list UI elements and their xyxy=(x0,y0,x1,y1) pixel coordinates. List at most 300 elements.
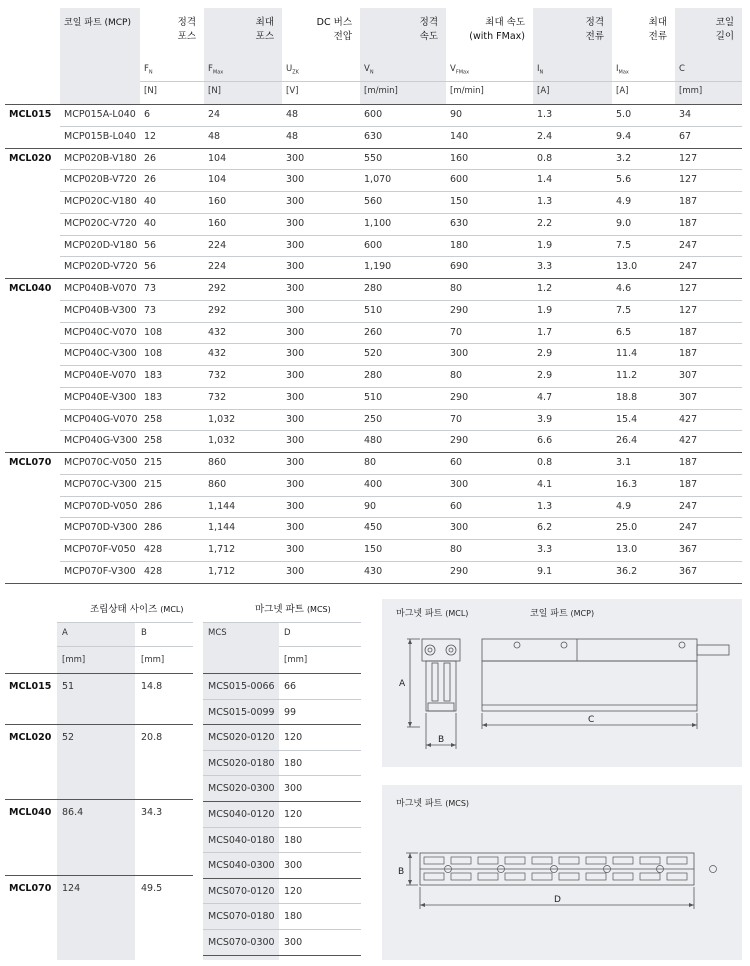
value-b: 20.8 xyxy=(141,732,163,743)
table-cell: 224 xyxy=(208,261,227,273)
column-unit: [N] xyxy=(144,86,157,96)
table-cell: MCP040G-V070 xyxy=(64,413,138,425)
symbol-letter: F xyxy=(144,64,149,74)
table-cell: 300 xyxy=(286,261,305,273)
table-cell: 307 xyxy=(679,391,698,403)
table-cell: 290 xyxy=(450,565,469,577)
divider xyxy=(60,256,742,257)
table-cell: 187 xyxy=(679,326,698,338)
table-cell: 90 xyxy=(364,500,377,512)
table-cell: 215 xyxy=(144,457,163,468)
divider xyxy=(203,827,361,828)
table-cell: MCP070D-V050 xyxy=(64,500,138,512)
table-cell: 286 xyxy=(144,500,163,512)
table-cell: 183 xyxy=(144,370,163,381)
symbol-subscript: Max xyxy=(618,69,629,76)
column-header: 최대 포스 xyxy=(255,17,274,42)
divider xyxy=(5,724,193,725)
assembly-drawing xyxy=(382,599,742,767)
table-cell: 307 xyxy=(679,370,698,381)
magnet-slot xyxy=(640,873,660,880)
table-cell: 140 xyxy=(450,130,469,142)
table-cell: 48 xyxy=(286,109,299,120)
divider xyxy=(203,878,361,879)
table-cell: 150 xyxy=(450,196,469,207)
divider xyxy=(203,699,361,700)
table-cell: 36.2 xyxy=(616,565,638,577)
table-cell: 432 xyxy=(208,326,227,338)
table-cell: 26 xyxy=(144,174,157,186)
value-b: 34.3 xyxy=(141,807,163,818)
table-cell: 3.1 xyxy=(616,457,632,468)
divider xyxy=(60,365,742,366)
column-symbol xyxy=(208,64,223,76)
table-cell: 300 xyxy=(286,565,305,577)
table-cell: 187 xyxy=(679,217,698,229)
table-cell: 427 xyxy=(679,413,698,425)
table-cell: 600 xyxy=(364,239,383,251)
symbol-subscript: Max xyxy=(212,69,224,76)
table-cell: 292 xyxy=(208,304,227,316)
table-cell: 80 xyxy=(364,457,377,468)
table-cell: MCP020C-V180 xyxy=(64,196,137,207)
table-cell: 860 xyxy=(208,457,227,468)
column-header: 정격 포스 xyxy=(177,17,196,42)
table-cell: 300 xyxy=(286,435,305,447)
coil-part-header: 코일 파트 (MCP) xyxy=(64,18,131,28)
group-label: MCL070 xyxy=(9,883,52,894)
table-cell: 367 xyxy=(679,544,698,555)
magnet-model: MCS015-0066 xyxy=(208,681,275,692)
table-cell: 1.9 xyxy=(537,239,553,251)
divider xyxy=(60,496,742,497)
magnet-length: 180 xyxy=(284,834,303,846)
table-cell: 73 xyxy=(144,304,157,316)
column-unit: [mm] xyxy=(679,86,703,96)
table-cell: 290 xyxy=(450,304,469,316)
magnet-slot xyxy=(667,857,687,864)
magnet-slot xyxy=(505,873,525,880)
table-cell: 16.3 xyxy=(616,478,638,490)
value-b: 49.5 xyxy=(141,883,163,894)
magnet-slot xyxy=(613,857,633,864)
table-cell: 2.9 xyxy=(537,348,553,360)
table-cell: 48 xyxy=(286,130,299,142)
divider xyxy=(203,622,361,623)
table-cell: 732 xyxy=(208,370,227,381)
divider xyxy=(203,955,361,956)
table-cell: 187 xyxy=(679,457,698,468)
table-cell: 1,712 xyxy=(208,565,236,577)
magnet-slot xyxy=(424,857,444,864)
magnet-slot xyxy=(478,873,498,880)
column-unit: [V] xyxy=(286,86,299,96)
table-cell: 1,070 xyxy=(364,174,392,186)
table-cell: 510 xyxy=(364,391,383,403)
table-cell: MCP070D-V300 xyxy=(64,522,138,534)
magnet-title-suffix: (MCS) xyxy=(306,605,331,614)
magnet-slot xyxy=(586,873,606,880)
divider xyxy=(60,517,742,518)
table-cell: 1.4 xyxy=(537,174,553,186)
symbol-subscript: N xyxy=(148,69,153,76)
magnet-slot xyxy=(424,873,444,880)
table-cell: 690 xyxy=(450,261,469,273)
magnet-mcs-label: 마그넷 파트 xyxy=(396,799,443,809)
table-cell: 247 xyxy=(679,239,698,251)
divider xyxy=(57,646,193,647)
table-cell: 300 xyxy=(286,391,305,403)
table-cell: 224 xyxy=(208,239,227,251)
table-cell: 9.0 xyxy=(616,217,632,229)
symbol-letter: F xyxy=(208,64,213,74)
column-symbol xyxy=(450,64,469,76)
table-cell: 187 xyxy=(679,478,698,490)
table-cell: 1.7 xyxy=(537,326,553,338)
table-cell: 6.5 xyxy=(616,326,632,338)
table-cell: 11.2 xyxy=(616,370,638,381)
table-cell: 6.2 xyxy=(537,522,553,534)
table-cell: 430 xyxy=(364,565,383,577)
symbol-subscript: ZK xyxy=(292,69,299,76)
magnet-slot xyxy=(532,873,552,880)
table-cell: 427 xyxy=(679,435,698,447)
magnet-length: 300 xyxy=(284,937,303,948)
table-cell: 2.9 xyxy=(537,370,553,381)
group-label: MCL015 xyxy=(9,681,52,692)
divider xyxy=(60,343,742,344)
symbol-subscript: N xyxy=(539,69,544,76)
divider xyxy=(60,561,742,562)
column-unit: [A] xyxy=(616,86,629,96)
symbol-letter: C xyxy=(679,64,685,74)
divider xyxy=(60,300,742,301)
symbol-letter: V xyxy=(364,64,370,74)
table-cell: 150 xyxy=(364,544,383,555)
magnet-length: 99 xyxy=(284,706,297,718)
table-cell: 26 xyxy=(144,152,157,164)
magnet-slot xyxy=(559,857,579,864)
group-label: MCL070 xyxy=(9,457,52,468)
table-cell: 300 xyxy=(286,174,305,186)
table-cell: 4.9 xyxy=(616,196,632,207)
table-cell: 300 xyxy=(286,478,305,490)
table-cell: 2.4 xyxy=(537,130,553,142)
table-cell: 247 xyxy=(679,500,698,512)
table-cell: 300 xyxy=(286,457,305,468)
divider xyxy=(5,452,742,453)
table-cell: 48 xyxy=(208,130,221,142)
table-cell: 300 xyxy=(286,217,305,229)
magnet-part-suffix: (MCL) xyxy=(445,609,469,618)
table-cell: 600 xyxy=(450,174,469,186)
table-cell: 510 xyxy=(364,304,383,316)
group-label: MCL020 xyxy=(9,152,52,164)
magnet-model: MCS020-0180 xyxy=(208,757,275,769)
column-symbol xyxy=(537,64,543,76)
magnet-slot xyxy=(478,857,498,864)
divider xyxy=(5,673,193,674)
table-cell: 367 xyxy=(679,565,698,577)
table-cell: MCP020B-V720 xyxy=(64,174,137,186)
divider xyxy=(279,646,361,647)
divider xyxy=(60,126,742,127)
table-cell: 0.8 xyxy=(537,152,553,164)
table-cell: MCP040G-V300 xyxy=(64,435,138,447)
table-cell: 300 xyxy=(286,348,305,360)
table-cell: 104 xyxy=(208,152,227,164)
table-cell: 5.0 xyxy=(616,109,632,120)
table-cell: 3.2 xyxy=(616,152,632,164)
table-cell: 300 xyxy=(286,283,305,294)
unit-a: [mm] xyxy=(62,655,86,665)
col-b-header: B xyxy=(141,628,147,638)
magnet-length: 180 xyxy=(284,757,303,769)
table-cell: 160 xyxy=(208,196,227,207)
group-label: MCL015 xyxy=(9,109,52,120)
table-cell: 18.8 xyxy=(616,391,638,403)
table-cell: 4.7 xyxy=(537,391,553,403)
assembly-title xyxy=(90,603,183,617)
table-cell: 300 xyxy=(286,500,305,512)
table-cell: 520 xyxy=(364,348,383,360)
column-header: 코일 길이 xyxy=(715,17,734,42)
table-cell: 432 xyxy=(208,348,227,360)
assembly-diagram-panel xyxy=(382,599,742,767)
table-cell: 15.4 xyxy=(616,413,638,425)
magnet-slot xyxy=(451,857,471,864)
divider xyxy=(203,775,361,776)
dim-c-label: C xyxy=(588,715,595,725)
value-a: 52 xyxy=(62,732,75,743)
group-label: MCL020 xyxy=(9,732,52,743)
magnet-slot xyxy=(586,857,606,864)
dim-b-mcs-label: B xyxy=(398,867,405,877)
table-cell: 1,032 xyxy=(208,435,236,447)
table-cell: 630 xyxy=(450,217,469,229)
table-cell: 600 xyxy=(364,109,383,120)
table-cell: 90 xyxy=(450,109,463,120)
table-cell: 7.5 xyxy=(616,304,632,316)
table-cell: 67 xyxy=(679,130,692,142)
table-cell: 180 xyxy=(450,239,469,251)
table-cell: MCP070C-V050 xyxy=(64,457,137,468)
table-cell: 428 xyxy=(144,544,163,555)
table-cell: 1.3 xyxy=(537,500,553,512)
table-cell: 73 xyxy=(144,283,157,294)
table-cell: 34 xyxy=(679,109,692,120)
table-cell: 11.4 xyxy=(616,348,638,360)
table-cell: 280 xyxy=(364,283,383,294)
table-cell: 300 xyxy=(286,326,305,338)
coil-part-suffix: (MCP) xyxy=(570,609,595,618)
group-label: MCL040 xyxy=(9,283,52,294)
table-cell: 9.1 xyxy=(537,565,553,577)
table-cell: 250 xyxy=(364,413,383,425)
magnet-title xyxy=(255,603,331,617)
table-cell: MCP020D-V180 xyxy=(64,239,138,251)
magnet-title-text: 마그넷 파트 xyxy=(255,604,304,615)
table-cell: 290 xyxy=(450,391,469,403)
table-cell: MCP020D-V720 xyxy=(64,261,138,273)
unit-d: [mm] xyxy=(284,655,308,665)
magnet-model: MCS040-0180 xyxy=(208,834,275,846)
table-cell: 183 xyxy=(144,391,163,403)
magnet-slot xyxy=(451,873,471,880)
column-unit: [m/min] xyxy=(364,86,398,96)
column-unit: [N] xyxy=(208,86,221,96)
divider xyxy=(203,673,361,674)
table-cell: 215 xyxy=(144,478,163,490)
table-cell: 292 xyxy=(208,283,227,294)
table-cell: 0.8 xyxy=(537,457,553,468)
column-header: 최대 속도 (with FMax) xyxy=(469,17,525,42)
table-cell: 300 xyxy=(286,370,305,381)
table-cell: 300 xyxy=(286,239,305,251)
column-symbol xyxy=(364,64,374,76)
table-cell: 4.1 xyxy=(537,478,553,490)
magnet-model: MCS070-0180 xyxy=(208,911,275,923)
table-cell: 1.9 xyxy=(537,304,553,316)
value-b: 14.8 xyxy=(141,681,163,692)
table-cell: 258 xyxy=(144,435,163,447)
table-cell: 247 xyxy=(679,522,698,534)
divider xyxy=(203,750,361,751)
divider xyxy=(203,724,361,725)
divider xyxy=(5,148,742,149)
table-cell: MCP070F-V050 xyxy=(64,544,136,555)
table-cell: 1,100 xyxy=(364,217,392,229)
table-cell: 1,144 xyxy=(208,522,236,534)
table-cell: 24 xyxy=(208,109,221,120)
magnet-model: MCS015-0099 xyxy=(208,706,275,718)
table-cell: 7.5 xyxy=(616,239,632,251)
column-header: 정격 전류 xyxy=(585,17,604,42)
table-cell: MCP040C-V070 xyxy=(64,326,137,338)
table-cell: 3.9 xyxy=(537,413,553,425)
table-cell: 560 xyxy=(364,196,383,207)
value-a: 86.4 xyxy=(62,807,84,818)
magnet-length: 120 xyxy=(284,809,303,820)
table-cell: 40 xyxy=(144,217,157,229)
magnet-model: MCS070-0120 xyxy=(208,885,275,897)
col-mcs-header: MCS xyxy=(208,628,227,638)
table-cell: 187 xyxy=(679,196,698,207)
divider xyxy=(60,322,742,323)
table-cell: 290 xyxy=(450,435,469,447)
divider xyxy=(140,81,742,82)
table-cell: 860 xyxy=(208,478,227,490)
magnet-model: MCS040-0120 xyxy=(208,809,275,820)
table-cell: 12 xyxy=(144,130,157,142)
divider xyxy=(60,539,742,540)
table-cell: 56 xyxy=(144,261,157,273)
divider xyxy=(5,104,742,105)
table-cell: 1,712 xyxy=(208,544,236,555)
magnet-diagram-panel xyxy=(382,785,742,960)
magnet-slot xyxy=(505,857,525,864)
divider xyxy=(203,801,361,802)
table-cell: 187 xyxy=(679,348,698,360)
symbol-letter: I xyxy=(616,64,619,74)
assembly-title-suffix: (MCL) xyxy=(160,605,184,614)
table-cell: MCP040C-V300 xyxy=(64,348,137,360)
table-cell: 13.0 xyxy=(616,261,638,273)
col-d-header: D xyxy=(284,628,291,638)
table-cell: 127 xyxy=(679,152,698,164)
table-cell: 300 xyxy=(286,304,305,316)
table-cell: 70 xyxy=(450,413,463,425)
divider xyxy=(60,409,742,410)
mount-hole xyxy=(710,866,717,873)
magnet-model: MCS020-0300 xyxy=(208,783,275,795)
table-cell: MCP040E-V300 xyxy=(64,391,137,403)
table-cell: 450 xyxy=(364,522,383,534)
divider xyxy=(60,387,742,388)
table-cell: 1.3 xyxy=(537,196,553,207)
magnet-slot xyxy=(667,873,687,880)
divider xyxy=(5,799,193,800)
table-cell: 280 xyxy=(364,370,383,381)
divider xyxy=(60,474,742,475)
table-cell: 108 xyxy=(144,326,163,338)
table-cell: 127 xyxy=(679,283,698,294)
divider xyxy=(203,903,361,904)
table-cell: 6.6 xyxy=(537,435,553,447)
table-cell: 260 xyxy=(364,326,383,338)
table-cell: 1.2 xyxy=(537,283,553,294)
table-cell: 60 xyxy=(450,457,463,468)
table-cell: MCP070C-V300 xyxy=(64,478,137,490)
table-cell: 26.4 xyxy=(616,435,638,447)
table-cell: 80 xyxy=(450,283,463,294)
table-cell: 40 xyxy=(144,196,157,207)
column-symbol xyxy=(144,64,153,76)
divider xyxy=(203,929,361,930)
dim-b-label: B xyxy=(438,735,445,745)
table-cell: 160 xyxy=(208,217,227,229)
table-cell: 5.6 xyxy=(616,174,632,186)
magnet-part-label: 마그넷 파트 xyxy=(396,609,443,619)
table-cell: 258 xyxy=(144,413,163,425)
magnet-slot xyxy=(640,857,660,864)
table-cell: 1,190 xyxy=(364,261,392,273)
assembly-title-text: 조립상태 사이즈 xyxy=(90,604,158,615)
table-cell: 104 xyxy=(208,174,227,186)
symbol-letter: U xyxy=(286,64,293,74)
divider xyxy=(60,213,742,214)
table-cell: MCP015A-L040 xyxy=(64,109,136,120)
group-label: MCL040 xyxy=(9,807,52,818)
magnet-length: 300 xyxy=(284,860,303,872)
column-unit: [m/min] xyxy=(450,86,484,96)
table-cell: 300 xyxy=(286,152,305,164)
table-cell: 13.0 xyxy=(616,544,638,555)
magnet-model: MCS070-0300 xyxy=(208,937,275,948)
value-a: 124 xyxy=(62,883,81,894)
magnet-drawing xyxy=(382,785,742,960)
table-cell: 247 xyxy=(679,261,698,273)
column-symbol xyxy=(679,64,685,76)
table-cell: 428 xyxy=(144,565,163,577)
unit-b: [mm] xyxy=(141,655,165,665)
table-cell: 300 xyxy=(450,522,469,534)
divider xyxy=(60,169,742,170)
symbol-subscript: FMax xyxy=(455,69,470,76)
table-cell: 1,032 xyxy=(208,413,236,425)
table-cell: MCP040E-V070 xyxy=(64,370,137,381)
symbol-subscript: N xyxy=(369,69,374,76)
